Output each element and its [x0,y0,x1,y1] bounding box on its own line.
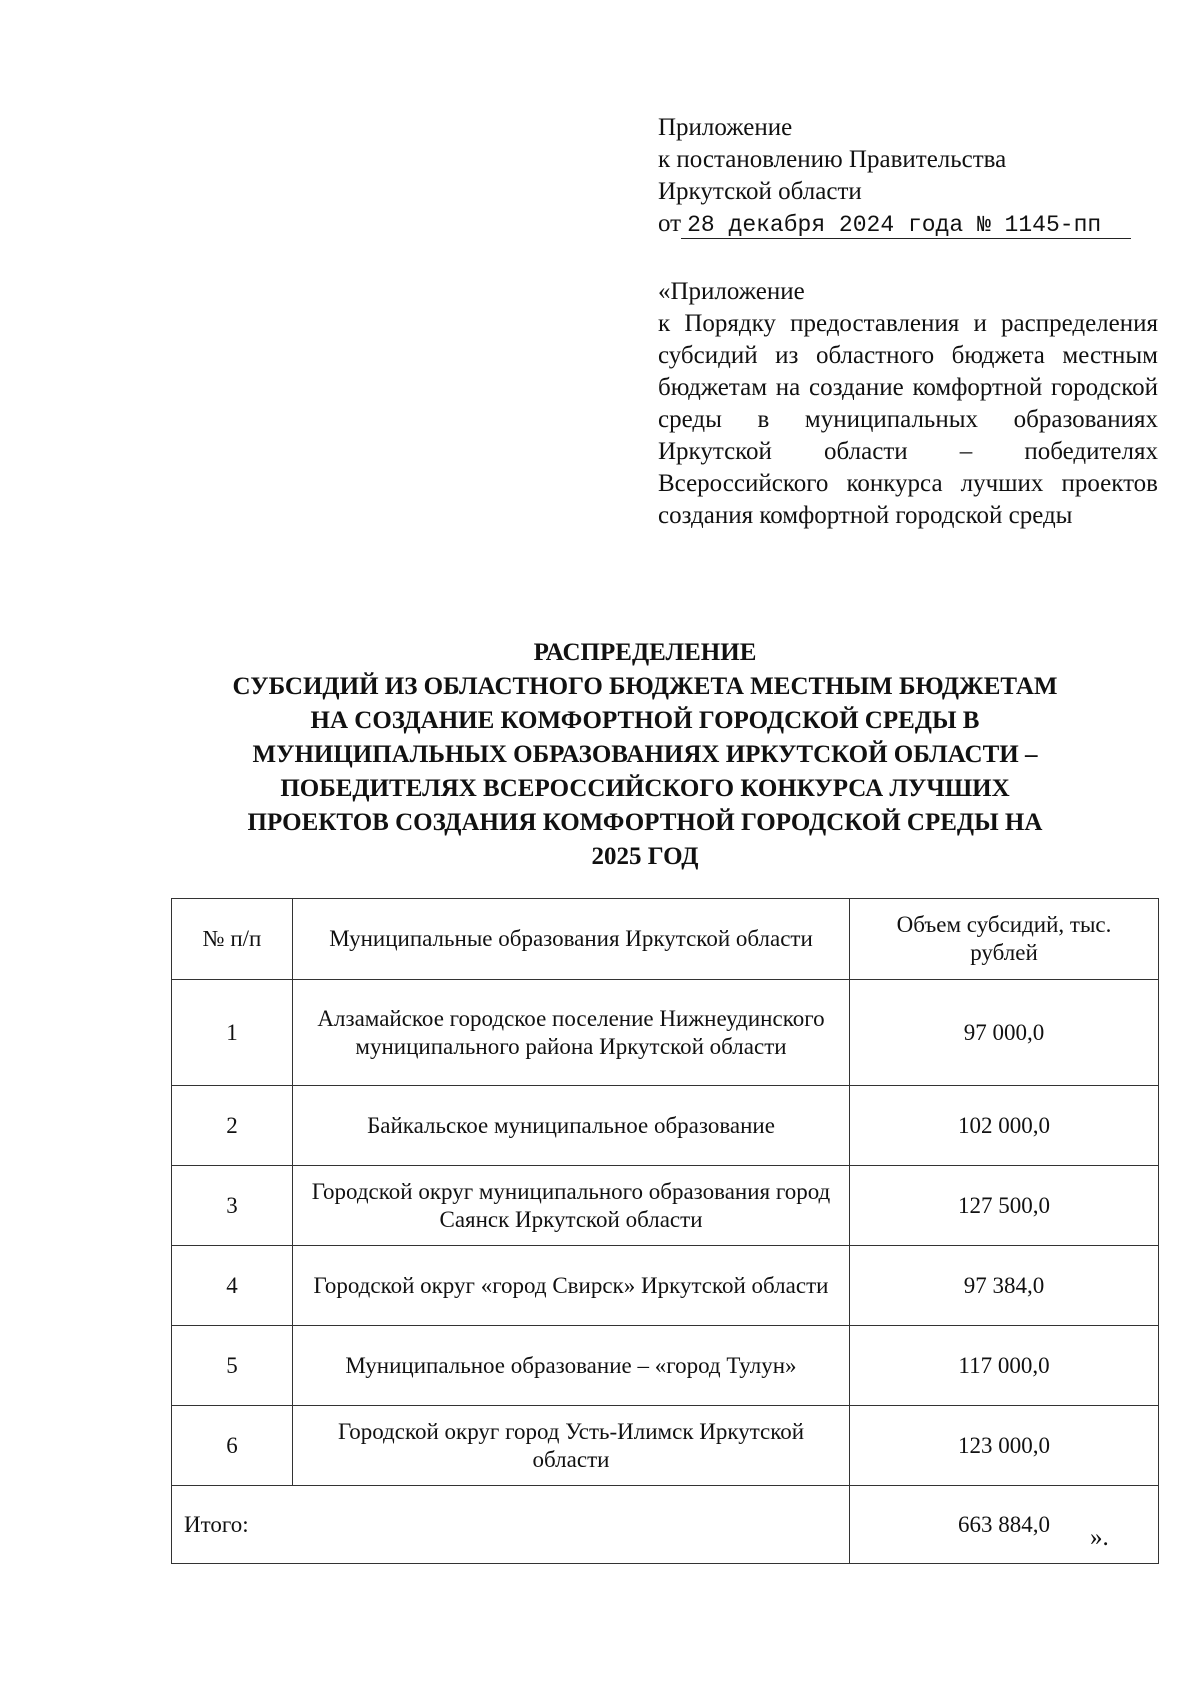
row-name: Байкальское муниципальное образование [293,1086,850,1166]
table-header-row [172,899,1159,980]
approval-line-2: к постановлению Правительства [658,146,1007,173]
table-row [172,1166,1159,1246]
title-line-5: ПОБЕДИТЕЛЯХ ВСЕРОССИЙСКОГО КОНКУРСА ЛУЧШИХ [280,775,1010,802]
table-total-row [172,1486,1159,1564]
row-num: 4 [172,1246,293,1326]
row-name: Алзамайское городское поселение Нижнеудинского муниципального района Иркутской области [293,980,850,1086]
title-line-6: ПРОЕКТОВ СОЗДАНИЯ КОМФОРТНОЙ ГОРОДСКОЙ СРЕДЫ НА [247,809,1043,836]
title-line-7: 2025 ГОД [591,843,699,870]
row-name: Городской округ город Усть-Илимск Иркутской области [293,1406,850,1486]
table-row [172,1406,1159,1486]
approval-block [658,112,1158,241]
approval-date-value: 28 декабря 2024 года № 1145-пп [681,212,1131,239]
approval-date-prefix: от [658,210,682,237]
row-sum: 97 384,0 [850,1246,1159,1326]
title-line-4: МУНИЦИПАЛЬНЫХ ОБРАЗОВАНИЯХ ИРКУТСКОЙ ОБЛАСТИ – [252,741,1038,768]
appendix-body: к Порядку предоставления и распределения субсидий из областного бюджета местным бюджетам на создание комфортной городской среды в муниципальных образованиях Иркутской области – победителях Всероссийского конкурса лучших проектов создания комфортной городской среды [658,310,1158,529]
header-name: Муниципальные образования Иркутской области [293,899,850,980]
header-sum: Объем субсидий, тыс. рублей [850,899,1159,980]
row-sum: 102 000,0 [850,1086,1159,1166]
row-sum: 123 000,0 [850,1406,1159,1486]
title-line-2: СУБСИДИЙ ИЗ ОБЛАСТНОГО БЮДЖЕТА МЕСТНЫМ БЮДЖЕТАМ [232,673,1058,700]
row-name: Городской округ муниципального образования город Саянск Иркутской области [293,1166,850,1246]
row-name: Муниципальное образование – «город Тулун» [293,1326,850,1406]
table-row [172,1086,1159,1166]
table-row [172,1326,1159,1406]
total-value: 663 884,0 [850,1486,1159,1564]
appendix-block [658,276,1158,532]
title-line-3: НА СОЗДАНИЕ КОМФОРТНОЙ ГОРОДСКОЙ СРЕДЫ В [310,707,980,734]
table-row [172,1246,1159,1326]
approval-line-1: Приложение [658,114,793,141]
row-num: 6 [172,1406,293,1486]
document-title [150,636,1140,874]
row-sum: 117 000,0 [850,1326,1159,1406]
row-sum: 127 500,0 [850,1166,1159,1246]
total-label: Итого: [172,1486,850,1564]
table-row [172,980,1159,1086]
row-num: 3 [172,1166,293,1246]
row-name: Городской округ «город Свирск» Иркутской области [293,1246,850,1326]
approval-line-3: Иркутской области [658,178,862,205]
distribution-table [171,898,1159,1564]
approval-date-line [658,208,1158,241]
header-num: № п/п [172,899,293,980]
appendix-heading: «Приложение [658,278,805,305]
row-num: 5 [172,1326,293,1406]
row-num: 1 [172,980,293,1086]
title-line-1: РАСПРЕДЕЛЕНИЕ [533,639,757,666]
closing-quote: ». [1090,1524,1109,1551]
row-num: 2 [172,1086,293,1166]
row-sum: 97 000,0 [850,980,1159,1086]
